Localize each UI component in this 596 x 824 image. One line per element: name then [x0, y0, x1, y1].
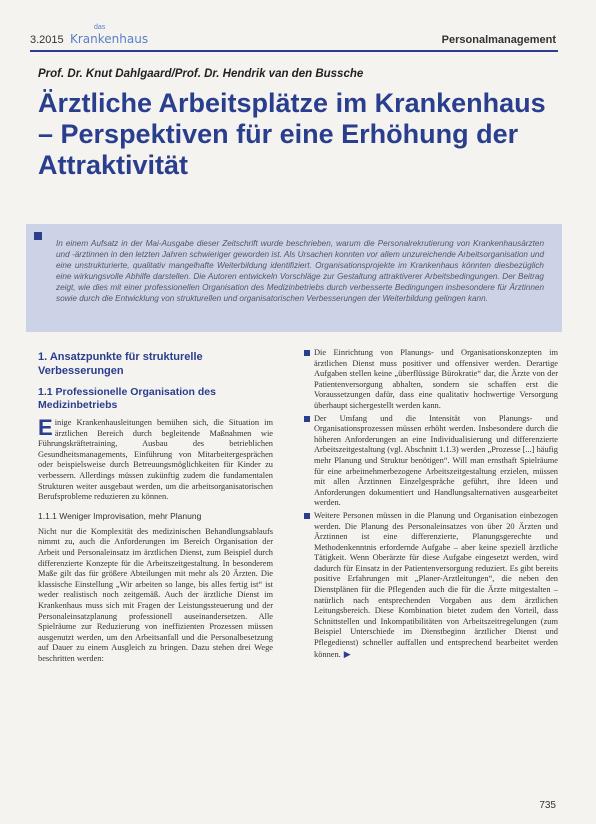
- abstract-box: [26, 224, 562, 332]
- logo-name: Krankenhaus: [70, 32, 149, 46]
- abstract-square-icon: [34, 232, 42, 240]
- page-number: 735: [539, 800, 556, 811]
- logo-prefix: das: [94, 24, 106, 31]
- bullet-item: [304, 348, 558, 412]
- bullet-text: [314, 511, 558, 660]
- subsubsection-heading: 1.1.1 Weniger Improvisation, mehr Planung: [38, 510, 202, 521]
- drop-cap: E: [38, 415, 53, 440]
- subsection-heading: 1.1 Professionelle Organisation des Medizinbetriebs: [38, 386, 216, 411]
- article-authors: Prof. Dr. Knut Dahlgaard/Prof. Dr. Hendrik van den Bussche: [38, 68, 364, 80]
- bullet-text: Die Einrichtung von Planungs- und Organisationskonzepten im ärztlichen Dienst muss positiver und offensiver werden. Derartige Aufgaben stellen keine „überflüssige Bürokratie“ dar, die Ärzte von der Patientenversorgung abhalten, sondern sie schaffen erst die Voraussetzungen dafür, dass eine qualitativ hochwertige Versorgung überhaupt sichergestellt werden kann.: [314, 348, 558, 410]
- bullet-text: Der Umfang und die Intensität von Planungs- und Organisationsprozessen müssen erhöht werden. Insbesondere durch die höheren Anforderungen an eine Individualisierung und differenzierte Arbeitszeitgestaltung (vgl. Abschnitt 1.1.3) werden „Prozesse [...] häufig mehr Planung und Struktur benötigen“. Will man ernsthaft Spielräume für eine arbeitnehmerbezogene Arbeitszeitgestaltung erzielen, müssen mit allen Ärztinnen Einzelgespräche geführt, ihre Ideen und Anforderungen dokumentiert und Handlungsalternativen ausgearbeitet werden.: [314, 413, 558, 508]
- bullet-item: [304, 414, 558, 509]
- bullet-square-icon: [304, 513, 310, 519]
- bullet-square-icon: [304, 416, 310, 422]
- issue-number: 3.2015: [30, 34, 64, 46]
- right-column: [304, 348, 558, 662]
- abstract-text: In einem Aufsatz in der Mai-Ausgabe dieser Zeitschrift wurde beschrieben, warum die Personalrekrutierung von Krankenhausärzten und -ärztinnen in den letzten Jahren schwieriger geworden ist. Als Ursachen konnten vor allem unzureichende Arbeitsorganisation und eine unstrukturierte, qualitativ mangelhafte Weiterbildung identifiziert. Organisationsprojekte im Krankenhaus könnten diesbezüglich eine wirkungsvolle Abhilfe darstellen. Die Autoren entwickeln Vorschläge zur Gestaltung attraktiverer Arbeitsbedingungen. Der Beitrag zeigt, wie dies mit einer professionellen Organisation des Medizinbetriebs durch verbesserte Bedingungen insbesondere für Ärztinnen sowie durch die Entwicklung von strukturellen und organisatorischen Verbesserungen der Weiterbildung gelingen kann.: [56, 239, 544, 303]
- bullet-square-icon: [304, 350, 310, 356]
- bullet-text-content: Weitere Personen müssen in die Planung und Organisation einbezogen werden. Die Planung des Personaleinsatzes von über 20 Ärzten und Ärztinnen ist eine differenzierte, Planungsgerechte und Methodenkenntnis erfordernde Aufgabe – aber keine speziell ärztliche Tätigkeit. Wenn Oberärzte für diese Aufgabe eingesetzt werden, wird dadurch für Einsatz in der Patientenversorgung reduziert. Es gibt bereits positive Erfahrungen mit „Planer-Arztleitungen“, die neben den Dienstplänen für die Pflegenden auch die für die Ärzte mitgestalten – natürlich nach entsprechenden Vorgaben aus dem ärztlichen Leitungsbereich. Diese Kombination bietet zudem den Vorteil, dass Schnittstellen und Inkompatibilitäten von Arbeitszeitregelungen (zum Beispiel Unterschiede im Dienstbeginn ärztlicher Dienst und Pflegedienst) schneller auffallen und entsprechend bearbeitet werden können.: [314, 510, 558, 659]
- left-column: [38, 350, 273, 672]
- section-name: Personalmanagement: [441, 34, 556, 46]
- body-paragraph: Nicht nur die Komplexität des medizinischen Behandlungsablaufs nimmt zu, auch die Anforderungen im Bereich Organisation der Arbeit und Personaleinsatz im ärztlichen Dienst, zum Beispiel durch differenzierte Konzepte für die Arbeitszeitgestaltung. In besonderem Maße gilt das für größere Abteilungen mit mehr als 20 Ärzten. Die klassische Einstellung „Wir arbeiten so lange, bis alles fertig ist“ ist weder realistisch noch zeitgemäß. Auch der ärztliche Dienst im Krankenhaus muss sich mit Fragen der Leistungssteuerung und der Personaleinsatzplanung professionell auseinandersetzen. Alle Spielräume zur Reduzierung von ineffizienten Prozessen müssen ausgenutzt werden, um den Arbeitsanfall und die Personalbesetzung auf Dauer zu einem Ausgleich zu bringen. Dazu stehen drei Wege beschritten werden:: [38, 526, 273, 663]
- intro-paragraph: [38, 415, 273, 503]
- bullet-item: [304, 511, 558, 660]
- continue-arrow-icon: ▶: [343, 648, 351, 659]
- article-title: Ärztliche Arbeitsplätze im Krankenhaus – Perspektiven für eine Erhöhung der Attraktivität: [38, 88, 546, 180]
- intro-paragraph-text: inige Krankenhausleitungen bemühen sich, die Situation im ärztlichen Bereich durch begleitende Maßnahmen wie Führungskräftetraining, Ausbau des betrieblichen Gesundheitsmanagements, Einführung von Mitarbeitergesprächen oder beispielsweise durch Betreuungsmöglichkeiten für Kinder zu verbessern. Allerdings müssen zukünftig zudem die fundamentalen Strukturen weiter ausgebaut werden, um die arbeitsorganisatorischen Berufsprobleme reduzieren zu können.: [38, 418, 273, 502]
- section-heading: 1. Ansatzpunkte für strukturelle Verbesserungen: [38, 351, 203, 377]
- page-header: [30, 22, 558, 52]
